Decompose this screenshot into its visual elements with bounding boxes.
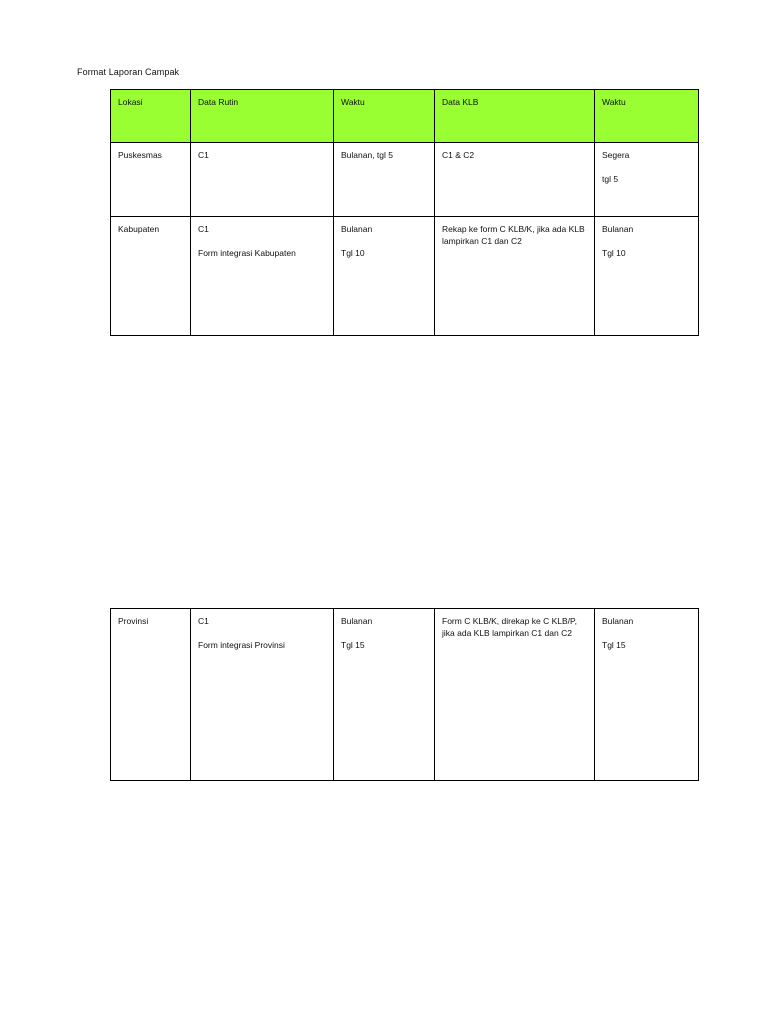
cell-lokasi [111,143,191,217]
cell-waktu-rutin [334,143,435,217]
cell-text: Tgl 10 [602,248,626,258]
cell-lokasi [111,609,191,781]
cell-text: Rekap ke form C KLB/K, jika ada KLB lampirkan C1 dan C2 [442,224,585,246]
cell-text: C1 [198,224,209,234]
cell-text: Bulanan [602,224,634,234]
header-data-klb: Data KLB [435,90,595,143]
cell-waktu-klb [595,143,699,217]
cell-waktu-klb [595,217,699,336]
cell-text: Form integrasi Provinsi [198,640,285,650]
cell-text: C1 [198,616,209,626]
cell-data-rutin [191,143,334,217]
header-data-rutin: Data Rutin [191,90,334,143]
table-row [111,217,699,336]
cell-text: Puskesmas [118,150,162,160]
cell-text: C1 & C2 [442,150,475,160]
table-header-row [111,90,699,143]
cell-text: Tgl 15 [341,640,365,650]
header-waktu-rutin: Waktu [334,90,435,143]
cell-data-klb [435,143,595,217]
cell-waktu-rutin [334,609,435,781]
cell-text: C1 [198,150,209,160]
header-waktu-klb: Waktu [595,90,699,143]
cell-data-klb [435,609,595,781]
cell-waktu-rutin [334,217,435,336]
cell-text: Bulanan, tgl 5 [341,150,393,160]
cell-waktu-klb [595,609,699,781]
table-row [111,609,699,781]
cell-text: Provinsi [118,616,149,626]
cell-data-rutin [191,609,334,781]
cell-text: Bulanan [602,616,634,626]
cell-text: Segera [602,150,630,160]
cell-data-rutin [191,217,334,336]
header-lokasi: Lokasi [111,90,191,143]
cell-text: tgl 5 [602,174,619,184]
cell-text: Bulanan [341,616,373,626]
cell-text: Tgl 10 [341,248,365,258]
cell-data-klb [435,217,595,336]
table-row [111,143,699,217]
cell-text: Form C KLB/K, direkap ke C KLB/P, jika ada KLB lampirkan C1 dan C2 [442,616,577,638]
report-format-table [110,89,699,336]
cell-text: Kabupaten [118,224,160,234]
report-format-table-continued [110,608,699,781]
cell-lokasi [111,217,191,336]
document-title: Format Laporan Campak [77,67,180,77]
cell-text: Tgl 15 [602,640,626,650]
cell-text: Bulanan [341,224,373,234]
cell-text: Form integrasi Kabupaten [198,248,296,258]
